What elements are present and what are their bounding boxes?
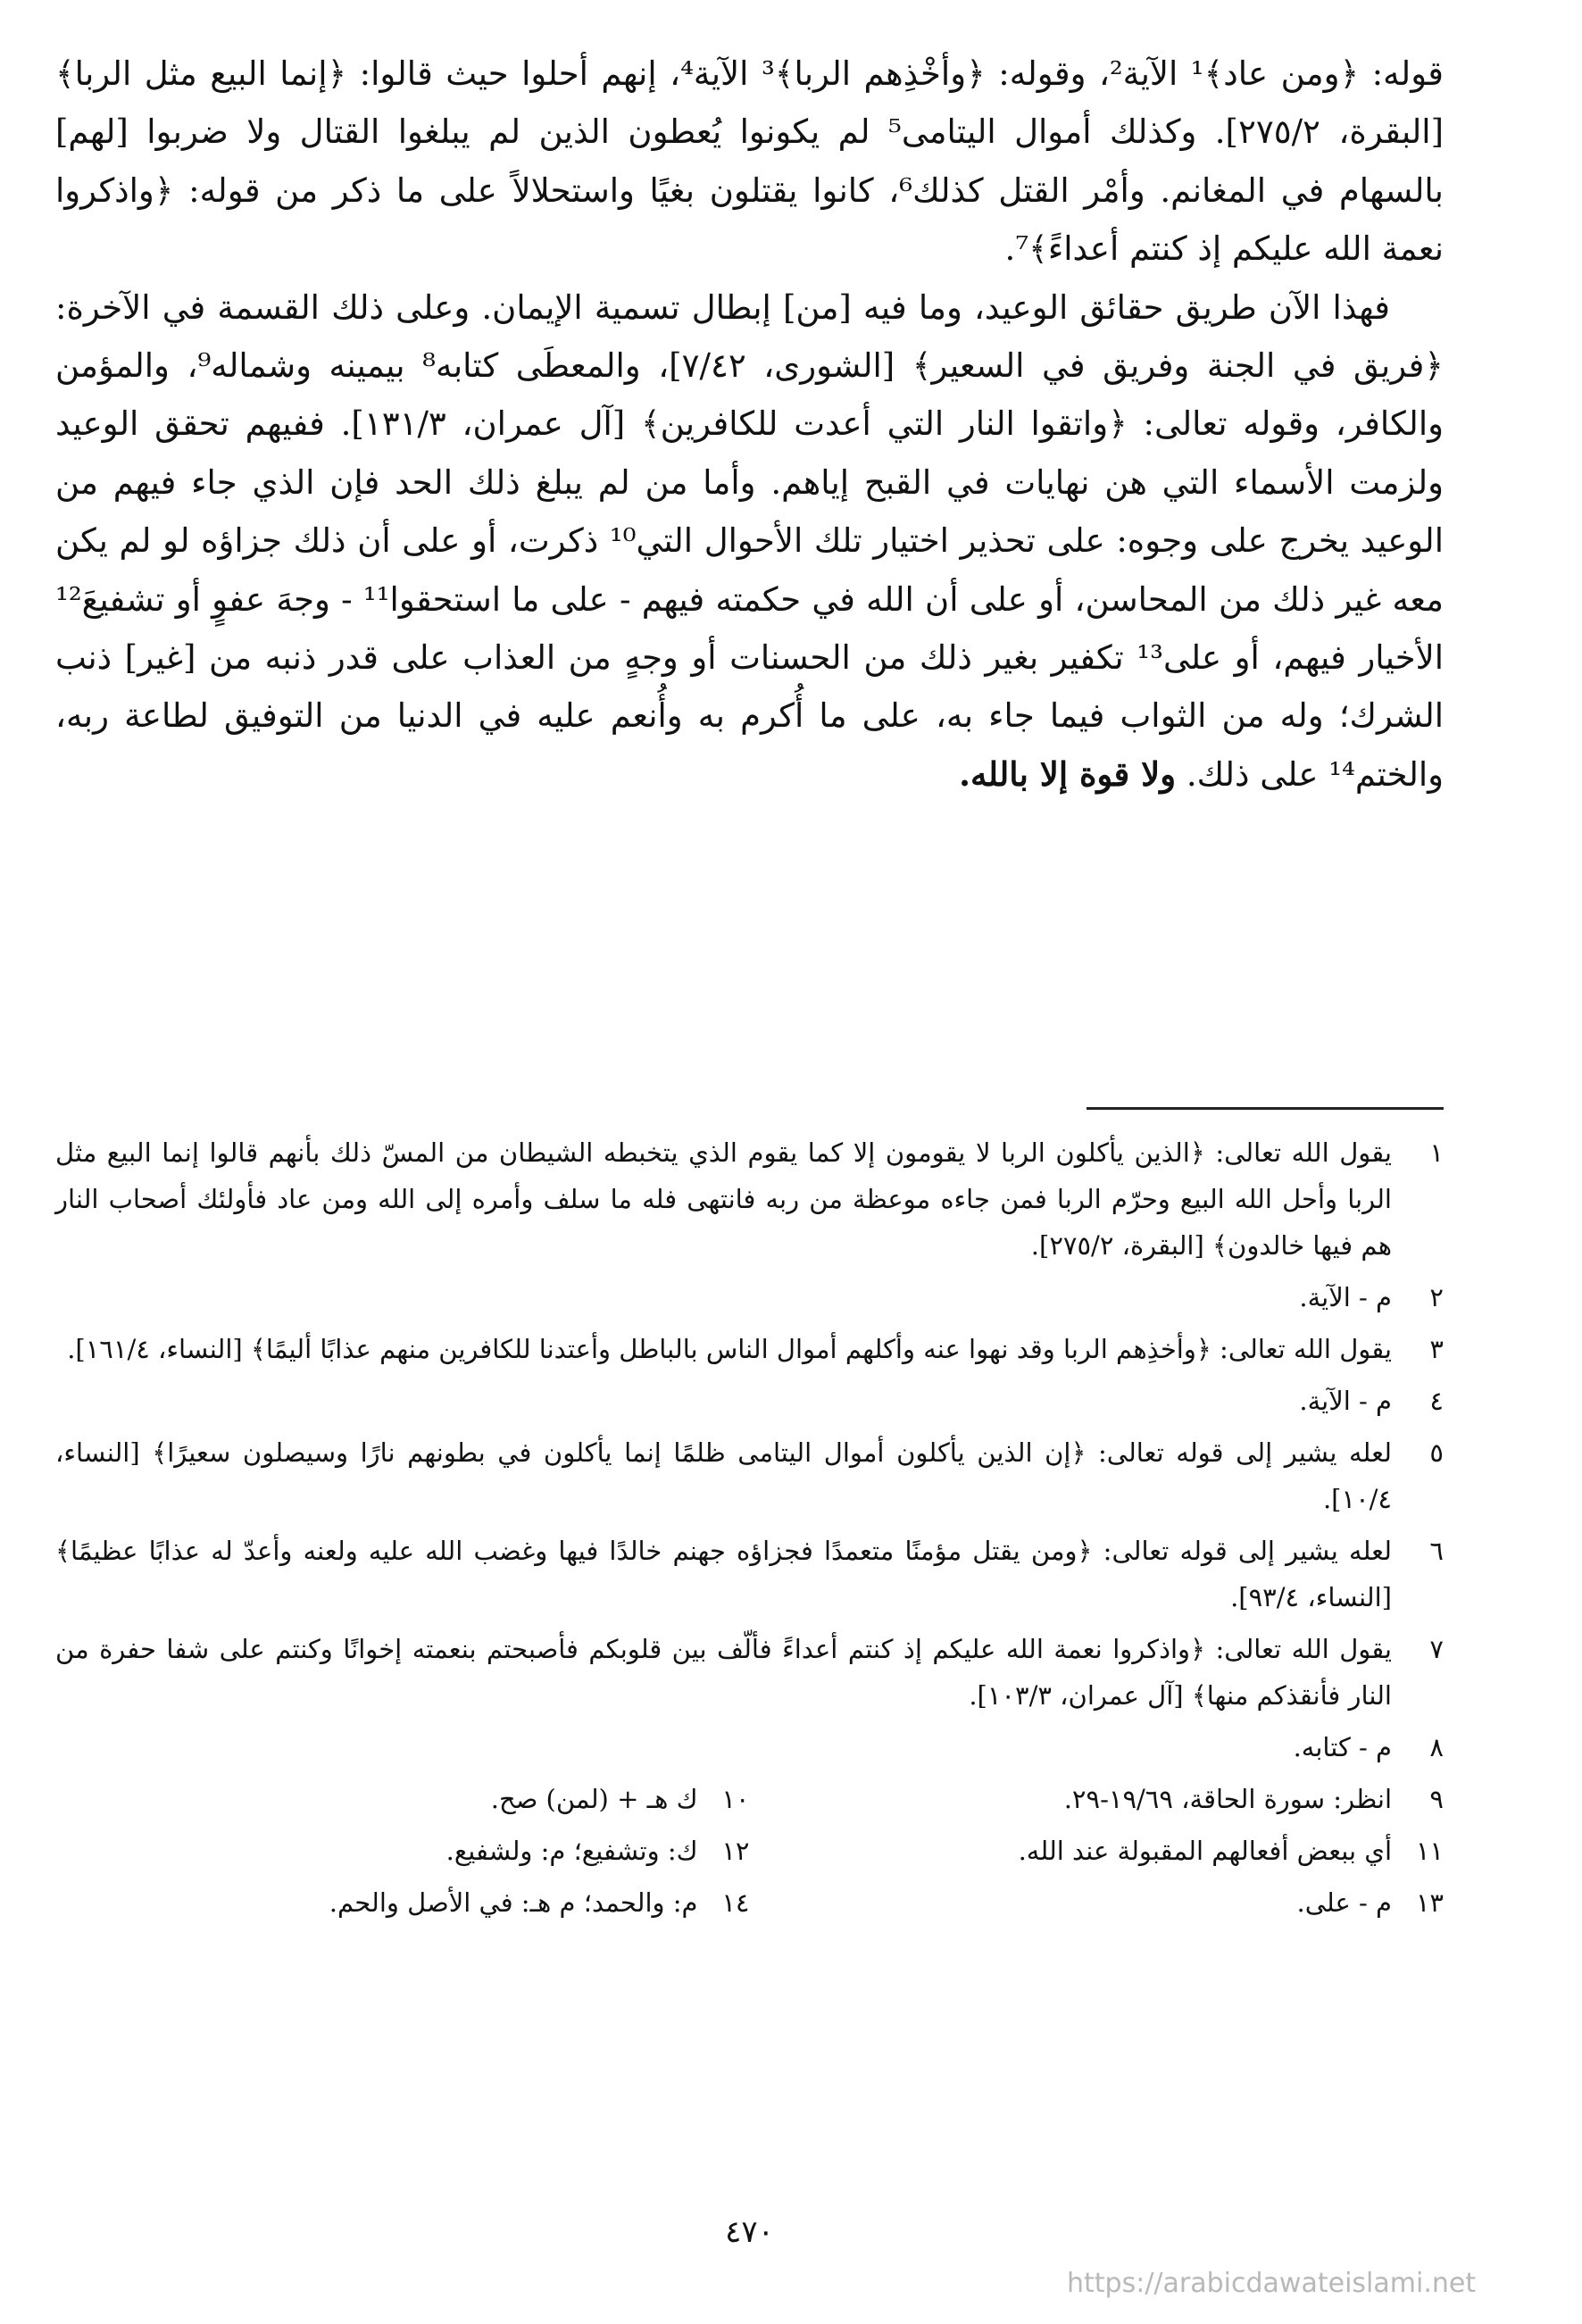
- footnote-text: م - الآية.: [1299, 1386, 1392, 1416]
- footnote-number: ١٢: [721, 1836, 750, 1866]
- footnote-4: [55, 1378, 1444, 1424]
- main-text: [55, 45, 1444, 804]
- footnote-2: [55, 1274, 1444, 1320]
- footnote-pair-13-14: [55, 1879, 1444, 1926]
- page-number: ٤٧٠: [725, 2214, 774, 2250]
- footnote-10: [55, 1776, 750, 1822]
- paragraph-1: قوله: ﴿ومن عاد﴾¹ الآية²، وقوله: ﴿وأخْذِهم الربا﴾³ الآية⁴، إنهم أحلوا حيث قالوا: ﴿إنما البيع مثل الربا﴾ [البقرة، ٢٧٥/٢]. وكذلك أموال اليتامى⁵ لم يكونوا يُعطون الذين لم يبلغوا القتال ولا ضربوا [لهم] بالسهام في المغانم. وأمْر القتل كذلك⁶، كانوا يقتلون بغيًا واستحلالاً على ما ذكر من قوله: ﴿واذكروا نعمة الله عليكم إذ كنتم أعداءً﴾⁷.: [55, 54, 1445, 269]
- footnote-7: [55, 1626, 1444, 1719]
- footnote-6: [55, 1528, 1444, 1620]
- book-page: [55, 45, 1444, 2259]
- footnote-number: ١٤: [721, 1887, 750, 1918]
- footnote-text: م - كتابه.: [1293, 1732, 1392, 1762]
- footnote-text: يقول الله تعالى: ﴿وأخذِهم الربا وقد نهوا عنه وأكلهم أموال الناس بالباطل وأعتدنا للكافرين منهم عذابًا أليمًا﴾ [النساء، ١٦١/٤].: [67, 1334, 1392, 1364]
- footnote-14: [55, 1879, 750, 1926]
- footnote-text: ك: وتشفيع؛ م: ولشفيع.: [445, 1836, 698, 1866]
- paragraph-2: [55, 279, 1444, 804]
- paragraph-2-text: فهذا الآن طريق حقائق الوعيد، وما فيه [من] إبطال تسمية الإيمان. وعلى ذلك القسمة في الآخرة: ﴿فريق في الجنة وفريق في السعير﴾ [الشورى، ٧/٤٢]، والمعطَى كتابه⁸ بيمينه وشماله⁹، والمؤمن والكافر، وقوله تعالى: ﴿واتقوا النار التي أعدت للكافرين﴾ [آل عمران، ١٣١/٣]. ففيهم تحقق الوعيد ولزمت الأسماء التي هن نهايات في القبح إياهم. وأما من لم يبلغ ذلك الحد فإن الذي جاء فيهم من الوعيد يخرج على وجوه: على تحذير اختيار تلك الأحوال التي¹⁰ ذكرت، أو على أن ذلك جزاؤه لو لم يكن معه غير ذلك من المحاسن، أو على أن الله في حكمته فيهم - على ما استحقوا¹¹ - وجهَ عفوٍ أو تشفيعَ¹² الأخيار فيهم، أو على¹³ تكفير بغير ذلك من الحسنات أو وجهٍ من العذاب على قدر ذنبه من [غير] ذنب الشرك؛ وله من الثواب فيما جاء به، على ما أُكرم به وأُنعم عليه في الدنيا من التوفيق لطاعة ربه، والختم¹⁴ على ذلك.: [55, 287, 1445, 794]
- footnote-number: ١١: [1415, 1836, 1444, 1866]
- footnote-text: لعله يشير إلى قوله تعالى: ﴿ومن يقتل مؤمنًا متعمدًا فجزاؤه جهنم خالدًا فيها وغضب الله عليه ولعنه وأعدّ له عذابًا عظيمًا﴾ [النساء، ٩٣/٤].: [55, 1536, 1392, 1612]
- footnote-number: ٣: [1429, 1334, 1444, 1364]
- footnote-11: [750, 1828, 1445, 1874]
- footnote-text: أي ببعض أفعالهم المقبولة عند الله.: [1018, 1836, 1392, 1866]
- footnote-text: يقول الله تعالى: ﴿واذكروا نعمة الله عليكم إذ كنتم أعداءً فألّف بين قلوبكم فأصبحتم بنعمته إخوانًا وكنتم على شفا حفرة من النار فأنقذكم منها﴾ [آل عمران، ١٠٣/٣].: [55, 1634, 1392, 1711]
- footnote-number: ١٠: [721, 1784, 750, 1814]
- footnote-13: [750, 1879, 1445, 1926]
- footnote-text: ك هـ + (لمن) صح.: [490, 1784, 698, 1814]
- footnote-number: ٧: [1429, 1634, 1444, 1664]
- footnote-number: ٢: [1429, 1282, 1444, 1312]
- footnote-3: [55, 1326, 1444, 1372]
- footnote-number: ٨: [1429, 1732, 1444, 1762]
- footnote-text: م: والحمد؛ م هـ: في الأصل والحم.: [329, 1887, 698, 1918]
- footnote-9: [750, 1776, 1445, 1822]
- footnote-5: [55, 1429, 1444, 1522]
- footnotes: [55, 1129, 1444, 1931]
- footnote-number: ١٣: [1415, 1887, 1444, 1918]
- footnote-pair-9-10: [55, 1776, 1444, 1822]
- footnote-text: م - على.: [1296, 1887, 1392, 1918]
- footnote-text: م - الآية.: [1299, 1282, 1392, 1312]
- footnote-number: ١: [1429, 1137, 1444, 1168]
- footnote-12: [55, 1828, 750, 1874]
- footnote-number: ٩: [1429, 1784, 1444, 1814]
- footnote-text: لعله يشير إلى قوله تعالى: ﴿إن الذين يأكلون أموال اليتامى ظلمًا إنما يأكلون في بطونهم نارًا وسيصلون سعيرًا﴾ [النساء، ١٠/٤].: [55, 1437, 1392, 1514]
- footnote-number: ٤: [1429, 1386, 1444, 1416]
- footnote-8: [55, 1724, 1444, 1770]
- footnote-number: ٦: [1429, 1536, 1444, 1566]
- footnote-1: [55, 1129, 1444, 1269]
- closing-phrase: ولا قوة إلا بالله.: [959, 754, 1177, 794]
- footnote-text: يقول الله تعالى: ﴿الذين يأكلون الربا لا يقومون إلا كما يقوم الذي يتخبطه الشيطان من المسّ ذلك بأنهم قالوا إنما البيع مثل الربا وأحل الله البيع وحرّم الربا فمن جاءه موعظة من ربه فانتهى فله ما سلف وأمره إلى الله ومن عاد فأولئك أصحاب النار هم فيها خالدون﴾ [البقرة، ٢٧٥/٢].: [55, 1137, 1392, 1261]
- footnote-pair-11-12: [55, 1828, 1444, 1874]
- footnote-text: انظر: سورة الحاقة، ١٩/٦٩-٢٩.: [1063, 1784, 1392, 1814]
- watermark-url: https://arabicdawateislami.net: [1067, 2268, 1477, 2299]
- footnote-number: ٥: [1429, 1437, 1444, 1468]
- footnote-separator: [1087, 1107, 1444, 1110]
